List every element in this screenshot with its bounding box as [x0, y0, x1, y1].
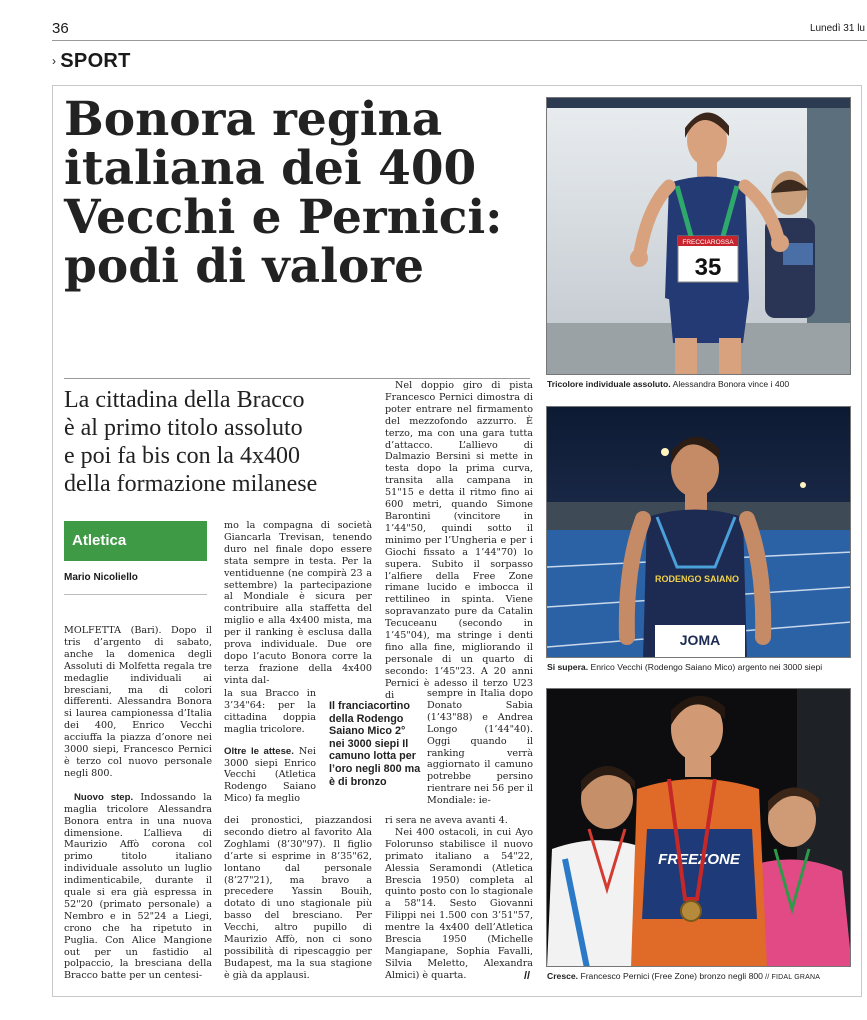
caption-lead: Si supera. — [547, 662, 589, 672]
headline-line: Bonora regina — [64, 92, 443, 147]
pernici-photo-image — [547, 689, 851, 967]
caption-lead: Tricolore individuale assoluto. — [547, 379, 671, 389]
paragraph: ri sera ne aveva avanti 4. — [385, 815, 508, 826]
paragraph: la sua Bracco in 3’34"64: per la cittadina doppia maglia tricolore. — [224, 688, 316, 735]
caption-lead: Cresce. — [547, 971, 579, 981]
byline-divider — [64, 594, 207, 595]
article-column-1 — [64, 625, 212, 982]
photo-caption — [547, 971, 820, 981]
paragraph: sempre in Italia dopo Donato Sabia (1’43"88) e Andrea Longo (1’44"40). Oggi quando il ranking verrà aggiornato il camuno potrebbe persino rientrare nei 56 per il Mondiale: ie- — [427, 688, 533, 807]
paragraph — [64, 792, 212, 983]
headline — [64, 92, 534, 294]
subheadline — [64, 386, 384, 498]
bonora-photo-image — [547, 98, 851, 375]
paragraph — [224, 746, 316, 806]
paragraph: Nel doppio giro di pista Francesco Pernici dimostra di poter entrare nel firmamento del mezzofondo azzurro. È terzo, ma con una gara tutta d’attacco. L’allievo di Dalmazio Bersini si mette in testa dopo la prima curva, transita alla campana in 51"15 e detta il ritmo fino ai 600 metri, quando Simone Barontini (vincitore in 1’44"50, quindi sotto il minimo per l’Ungheria e per i Giochi fissato a 1’44"70) lo supera. Subito il sorpasso l’alfiere della Free Zone rimane lucido e imbocca il rettilineo in spinta. Viene sopravanzato pure da Catalin Tecuceanu (secondo in 1’45"04), ma stringe i denti fino alla fine, migliorando il personale di un quarto di secondo: 1’45"23. A 20 anni Pernici è adesso il terzo U23 di — [385, 380, 533, 701]
category-tag: Atletica — [64, 521, 207, 561]
end-mark: // — [524, 970, 531, 982]
subhead-divider — [64, 378, 530, 379]
paragraph: Nei 400 ostacoli, in cui Ayo Folorunso stabilisce il nuovo primato italiano a 54"22, Alessia Seramondi (Atletica Brescia 1950) completa al quinto posto con lo stagionale a 58"14. Sesto Giovanni Filippi nei 1.500 con 3’51"57, mentre la 4x400 dell’Atletica Brescia 1950 (Michelle Mangiapane, Sophia Favalli, Silvia Meletto, Alexandra Almici) è quarta. — [385, 826, 533, 981]
photo-pernici — [546, 688, 851, 967]
author-byline: Mario Nicoliello — [64, 572, 138, 583]
photo-vecchi — [546, 406, 851, 658]
paragraph-text: Nei 3000 siepi Enrico Vecchi (Atletica Rodengo Saiano Mico) fa meglio — [224, 745, 316, 805]
top-divider — [52, 40, 867, 41]
paragraph-lead: Oltre le attese. — [224, 745, 294, 757]
photo-credit: // FIDAL GRANA — [762, 974, 821, 981]
shirt-text: FREEZONE — [658, 851, 740, 868]
jersey-club-text: RODENGO SAIANO — [654, 574, 740, 584]
paragraph-lead: Nuovo step. — [74, 791, 134, 803]
headline-line: italiana dei 400 — [64, 141, 477, 196]
photo-caption — [547, 379, 789, 389]
paragraph: mo la compagna di società Giancarla Trevisan, tenendo duro nel finale dopo essere stata sempre in testa. Per la ventiduenne (ne compirà 23 a settembre) la partecipazione al Mondiale è sicura per contribuire alla staffetta del miglio e alla 4x400 mista, ma per il ranking è esclusa dalla prova individuale. Due ore dopo l’acuto Bonora corre la terza frazione della 4x400 vinta dal- — [224, 520, 372, 686]
headline-line: podi di valore — [64, 239, 425, 294]
section-title: SPORT — [60, 50, 131, 72]
page-date: Lunedì 31 lu — [809, 23, 865, 34]
paragraph: MOLFETTA (Bari). Dopo il tris d’argento di sabato, anche la domenica degli Assoluti di Molfetta regala tre medaglie individuali ai bresciani, ma di colori differenti. Alessandra Bonora si laurea campionessa d’Italia dei 400, Enrico Vecchi acciuffa la piazza d’onore nei 3000 siepi, Francesco Pernici è terzo col nuovo personale negli 800. — [64, 625, 212, 779]
subhead-line: e poi fa bis con la 4x400 — [64, 443, 300, 469]
page-number: 36 — [52, 20, 69, 37]
article-column-2b — [224, 688, 316, 805]
chevron-right-icon: › — [52, 54, 57, 68]
subhead-line: della formazione milanese — [64, 471, 318, 497]
headline-line: Vecchi e Pernici: — [64, 190, 503, 245]
subhead-line: La cittadina della Bracco — [64, 387, 305, 413]
article-column-3c — [385, 815, 533, 982]
section-header — [52, 50, 131, 73]
bib-number: 35 — [694, 254, 722, 281]
photo-caption — [547, 662, 822, 672]
caption-text: Francesco Pernici (Free Zone) bronzo negli 800 — [578, 971, 763, 981]
article-column-2c — [224, 815, 372, 982]
caption-text: Alessandra Bonora vince i 400 — [670, 379, 790, 389]
vecchi-photo-image — [547, 407, 851, 658]
paragraph: dei pronostici, piazzandosi secondo dietro al favorito Ala Zoghlami (8’30"97). Il figlio d’arte si esprime in 8’35"62, lontano dal personale (8’27"21), ma bravo a precedere Yassin Bouih, dotato di uno stagionale più basso del bresciano. Per Vecchi, altro pupillo di Maurizio Affò, non ci sono possibilità di ripescaggio per Budapest, ma la sua stagione è già da applausi. — [224, 815, 372, 981]
bib-sponsor: FRECCIAROSSA — [682, 239, 734, 246]
article-column-3b — [427, 688, 533, 807]
pull-quote: Il franciacortino della Rodengo Saiano Mico 2° nei 3000 siepi Il camuno lotta per l’oro negli 800 ma è di bronzo — [329, 700, 421, 788]
caption-text: Enrico Vecchi (Rodengo Saiano Mico) argento nei 3000 siepi — [588, 662, 823, 672]
subhead-line: è al primo titolo assoluto — [64, 415, 303, 441]
article-column-2a — [224, 520, 372, 687]
paragraph-text: Indossando la maglia tricolore Alessandra Bonora entra in una nuova dimensione. L’allieva di Maurizio Affò corona col primo titolo italiano individuale assoluto un luglio indimenticabile, durante il quale si era già espressa in 52"20 (primato personale) a Nembro e in 52"24 a Liegi, crono che ha ripetuto in Puglia. Con Alice Mangione out per un fastidio al polpaccio, la bresciana della Bracco batte per un centesi- — [64, 791, 212, 982]
photo-bonora — [546, 97, 851, 375]
bib-sponsor: JOMA — [679, 632, 721, 648]
article-column-3a — [385, 380, 533, 701]
